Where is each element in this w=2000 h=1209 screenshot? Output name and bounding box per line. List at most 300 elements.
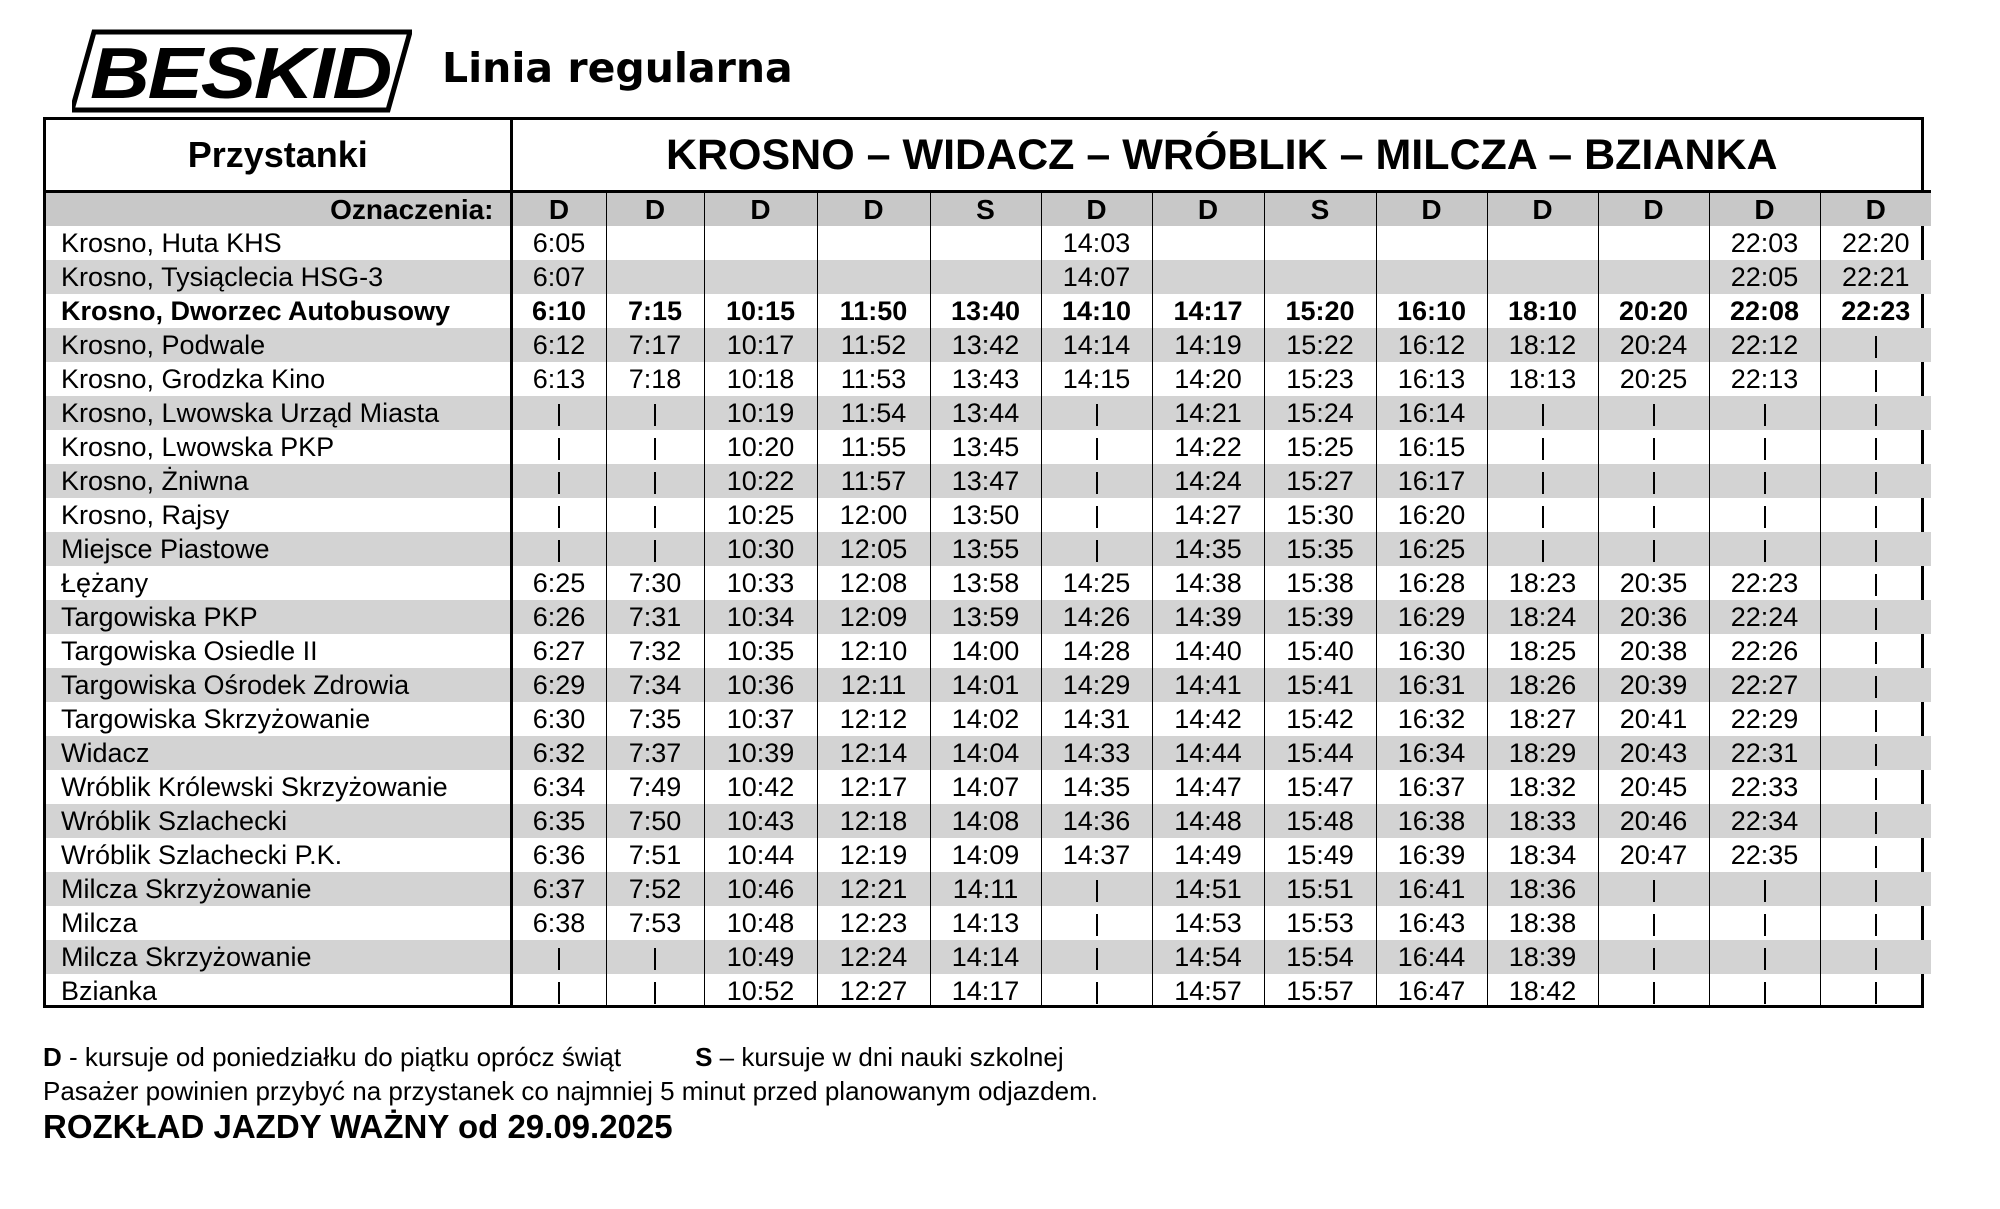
time-cell: 20:25: [1598, 362, 1709, 396]
time-cell: 6:27: [511, 634, 606, 668]
time-cell: 11:50: [817, 294, 930, 328]
stop-name: Łężany: [46, 566, 511, 600]
code-cell: D: [1041, 192, 1152, 227]
time-cell: 16:47: [1376, 974, 1487, 1008]
table-row: [46, 736, 1931, 770]
pass-through-line: [1653, 404, 1655, 426]
pass-through-marker: [606, 940, 704, 974]
time-cell: 6:38: [511, 906, 606, 940]
time-cell: 22:35: [1709, 838, 1820, 872]
time-cell: 18:13: [1487, 362, 1598, 396]
time-cell: 10:44: [704, 838, 817, 872]
time-cell: 16:17: [1376, 464, 1487, 498]
time-cell: 15:49: [1264, 838, 1376, 872]
table-row: [46, 668, 1931, 702]
time-cell: 12:09: [817, 600, 930, 634]
pass-through-line: [1764, 540, 1766, 562]
time-cell: 15:25: [1264, 430, 1376, 464]
pass-through-marker: [1598, 430, 1709, 464]
time-cell: 15:38: [1264, 566, 1376, 600]
pass-through-marker: [1709, 464, 1820, 498]
time-cell: 14:01: [930, 668, 1041, 702]
time-cell: 14:15: [1041, 362, 1152, 396]
pass-through-marker: [511, 396, 606, 430]
legend-d-code: D: [43, 1042, 62, 1072]
table-row: [46, 974, 1931, 1008]
time-cell: 10:30: [704, 532, 817, 566]
time-cell: [606, 226, 704, 260]
pass-through-marker: [606, 498, 704, 532]
pass-through-line: [1096, 404, 1098, 426]
time-cell: [606, 260, 704, 294]
time-cell: [817, 260, 930, 294]
pass-through-line: [1096, 948, 1098, 970]
time-cell: 6:29: [511, 668, 606, 702]
time-cell: 13:42: [930, 328, 1041, 362]
pass-through-marker: [606, 430, 704, 464]
pass-through-marker: [1598, 498, 1709, 532]
time-cell: 6:07: [511, 260, 606, 294]
time-cell: 14:35: [1041, 770, 1152, 804]
pass-through-marker: [1820, 940, 1931, 974]
time-cell: 15:47: [1264, 770, 1376, 804]
time-cell: [1152, 226, 1264, 260]
time-cell: [1264, 226, 1376, 260]
time-cell: [704, 260, 817, 294]
pass-through-line: [1875, 982, 1877, 1004]
time-cell: 20:41: [1598, 702, 1709, 736]
time-cell: 14:24: [1152, 464, 1264, 498]
time-cell: 7:49: [606, 770, 704, 804]
time-cell: 6:10: [511, 294, 606, 328]
pass-through-line: [1653, 914, 1655, 936]
time-cell: 22:12: [1709, 328, 1820, 362]
time-cell: 18:42: [1487, 974, 1598, 1008]
time-cell: 14:42: [1152, 702, 1264, 736]
table-row: [46, 702, 1931, 736]
time-cell: 6:26: [511, 600, 606, 634]
time-cell: 13:40: [930, 294, 1041, 328]
time-cell: 15:20: [1264, 294, 1376, 328]
time-cell: 15:40: [1264, 634, 1376, 668]
time-cell: 14:17: [930, 974, 1041, 1008]
table-row: [46, 770, 1931, 804]
pass-through-line: [558, 404, 560, 426]
time-cell: 7:32: [606, 634, 704, 668]
time-cell: 13:59: [930, 600, 1041, 634]
time-cell: 18:10: [1487, 294, 1598, 328]
time-cell: 14:39: [1152, 600, 1264, 634]
time-cell: 14:47: [1152, 770, 1264, 804]
timetable: [43, 117, 1924, 1008]
pass-through-marker: [1709, 498, 1820, 532]
pass-through-marker: [1598, 464, 1709, 498]
time-cell: 14:54: [1152, 940, 1264, 974]
legend-s-code: S: [695, 1042, 713, 1072]
time-cell: 6:12: [511, 328, 606, 362]
pass-through-line: [1653, 540, 1655, 562]
time-cell: 14:07: [1041, 260, 1152, 294]
time-cell: 14:57: [1152, 974, 1264, 1008]
pass-through-line: [558, 438, 560, 460]
pass-through-line: [1875, 506, 1877, 528]
pass-through-marker: [1041, 498, 1152, 532]
time-cell: 22:34: [1709, 804, 1820, 838]
code-cell: D: [606, 192, 704, 227]
time-cell: 13:50: [930, 498, 1041, 532]
time-cell: 10:43: [704, 804, 817, 838]
pass-through-marker: [511, 974, 606, 1008]
time-cell: 14:20: [1152, 362, 1264, 396]
pass-through-line: [558, 948, 560, 970]
pass-through-marker: [1820, 464, 1931, 498]
pass-through-marker: [1820, 600, 1931, 634]
pass-through-line: [1653, 506, 1655, 528]
time-cell: 15:35: [1264, 532, 1376, 566]
pass-through-line: [1096, 540, 1098, 562]
pass-through-line: [1542, 506, 1544, 528]
time-cell: 10:39: [704, 736, 817, 770]
pass-through-marker: [1820, 430, 1931, 464]
table-row: [46, 838, 1931, 872]
table-row: [46, 498, 1931, 532]
time-cell: 18:34: [1487, 838, 1598, 872]
pass-through-line: [1875, 948, 1877, 970]
time-cell: [1487, 226, 1598, 260]
pass-through-marker: [606, 464, 704, 498]
code-cell: D: [1598, 192, 1709, 227]
time-cell: 15:42: [1264, 702, 1376, 736]
pass-through-line: [1653, 982, 1655, 1004]
time-cell: 12:19: [817, 838, 930, 872]
pass-through-marker: [1709, 430, 1820, 464]
pass-through-line: [1875, 540, 1877, 562]
table-row: [46, 600, 1931, 634]
time-cell: 22:26: [1709, 634, 1820, 668]
time-cell: 16:25: [1376, 532, 1487, 566]
stop-name: Wróblik Szlachecki P.K.: [46, 838, 511, 872]
time-cell: 15:30: [1264, 498, 1376, 532]
table-row: [46, 362, 1931, 396]
time-cell: [930, 260, 1041, 294]
pass-through-marker: [1820, 906, 1931, 940]
codes-row: [46, 192, 1931, 227]
stop-name: Krosno, Lwowska PKP: [46, 430, 511, 464]
time-cell: 12:24: [817, 940, 930, 974]
time-cell: 22:29: [1709, 702, 1820, 736]
time-cell: 7:31: [606, 600, 704, 634]
time-cell: 16:43: [1376, 906, 1487, 940]
pass-through-marker: [1820, 804, 1931, 838]
time-cell: 14:44: [1152, 736, 1264, 770]
time-cell: 13:43: [930, 362, 1041, 396]
time-cell: 13:55: [930, 532, 1041, 566]
pass-through-marker: [511, 532, 606, 566]
stop-name: Krosno, Żniwna: [46, 464, 511, 498]
pass-through-line: [558, 506, 560, 528]
pass-through-line: [1875, 846, 1877, 868]
pass-through-line: [1875, 404, 1877, 426]
pass-through-line: [1764, 472, 1766, 494]
time-cell: [1487, 260, 1598, 294]
pass-through-marker: [1487, 396, 1598, 430]
table-row: [46, 940, 1931, 974]
time-cell: 16:38: [1376, 804, 1487, 838]
time-cell: 7:53: [606, 906, 704, 940]
pass-through-line: [654, 506, 656, 528]
time-cell: 10:36: [704, 668, 817, 702]
pass-through-line: [1542, 438, 1544, 460]
stop-name: Wróblik Szlachecki: [46, 804, 511, 838]
pass-through-marker: [1041, 396, 1152, 430]
pass-through-line: [1653, 472, 1655, 494]
pass-through-marker: [1820, 838, 1931, 872]
table-row: [46, 226, 1931, 260]
code-cell: D: [1820, 192, 1931, 227]
pass-through-marker: [1709, 532, 1820, 566]
table-row: [46, 328, 1931, 362]
pass-through-line: [1653, 438, 1655, 460]
pass-through-marker: [1709, 940, 1820, 974]
pass-through-marker: [1820, 702, 1931, 736]
code-cell: D: [1487, 192, 1598, 227]
table-row: [46, 532, 1931, 566]
time-cell: 10:25: [704, 498, 817, 532]
pass-through-line: [1875, 642, 1877, 664]
time-cell: 14:35: [1152, 532, 1264, 566]
table-row: [46, 566, 1931, 600]
time-cell: 14:09: [930, 838, 1041, 872]
pass-through-marker: [606, 396, 704, 430]
table-row: [46, 294, 1931, 328]
code-cell: D: [817, 192, 930, 227]
time-cell: 10:46: [704, 872, 817, 906]
time-cell: 6:36: [511, 838, 606, 872]
time-cell: 7:17: [606, 328, 704, 362]
pass-through-line: [1875, 676, 1877, 698]
pass-through-marker: [1820, 532, 1931, 566]
logo-text: BESKID: [90, 34, 390, 114]
legend-note: Pasażer powinien przybyć na przystanek co najmniej 5 minut przed planowanym odjazdem.: [43, 1076, 1098, 1106]
time-cell: 20:20: [1598, 294, 1709, 328]
time-cell: 10:37: [704, 702, 817, 736]
stop-name: Krosno, Lwowska Urząd Miasta: [46, 396, 511, 430]
table-row: [46, 872, 1931, 906]
time-cell: 16:34: [1376, 736, 1487, 770]
code-cell: D: [1376, 192, 1487, 227]
time-cell: 22:20: [1841, 228, 1910, 258]
time-cell: 12:21: [817, 872, 930, 906]
time-cell: 14:48: [1152, 804, 1264, 838]
pass-through-line: [1653, 948, 1655, 970]
timetable-header: [46, 120, 1931, 192]
stop-name: Targowiska Ośrodek Zdrowia: [46, 668, 511, 702]
pass-through-marker: [1041, 906, 1152, 940]
pass-through-line: [1542, 404, 1544, 426]
time-cell: 18:26: [1487, 668, 1598, 702]
time-cell: 15:41: [1264, 668, 1376, 702]
time-cell: 16:29: [1376, 600, 1487, 634]
time-cell: 20:43: [1598, 736, 1709, 770]
time-cell: 22:21: [1820, 260, 1931, 294]
time-cell: 18:27: [1487, 702, 1598, 736]
stop-name: Milcza: [46, 906, 511, 940]
time-cell: 6:34: [511, 770, 606, 804]
stop-name: Milcza Skrzyżowanie: [46, 872, 511, 906]
legend-d-text: - kursuje od poniedziałku do piątku oprócz świąt: [61, 1042, 622, 1072]
time-cell: 14:08: [930, 804, 1041, 838]
time-cell: 16:30: [1376, 634, 1487, 668]
time-cell: 7:37: [606, 736, 704, 770]
time-cell: [930, 226, 1041, 260]
time-cell: 11:55: [817, 430, 930, 464]
pass-through-marker: [1598, 532, 1709, 566]
table-row: [46, 430, 1931, 464]
time-cell: 20:38: [1598, 634, 1709, 668]
time-cell: 14:28: [1041, 634, 1152, 668]
time-cell: 14:03: [1041, 226, 1152, 260]
time-cell: 14:53: [1152, 906, 1264, 940]
time-cell: 18:24: [1487, 600, 1598, 634]
legend-codes: [43, 1040, 1098, 1074]
time-cell: 16:39: [1376, 838, 1487, 872]
pass-through-marker: [1709, 974, 1820, 1008]
time-cell: 14:19: [1152, 328, 1264, 362]
table-row: [46, 396, 1931, 430]
stops-header: Przystanki: [46, 120, 511, 192]
time-cell: 22:27: [1709, 668, 1820, 702]
time-cell: 18:23: [1487, 566, 1598, 600]
code-cell: D: [704, 192, 817, 227]
time-cell: [1264, 260, 1376, 294]
time-cell: 12:12: [817, 702, 930, 736]
time-cell: 12:00: [817, 498, 930, 532]
time-cell: 22:23: [1709, 566, 1820, 600]
stop-name: Krosno, Huta KHS: [46, 226, 511, 260]
pass-through-marker: [1487, 464, 1598, 498]
stop-name: Wróblik Królewski Skrzyżowanie: [46, 770, 511, 804]
time-cell: 20:36: [1598, 600, 1709, 634]
pass-through-marker: [1820, 770, 1931, 804]
stop-name: Miejsce Piastowe: [46, 532, 511, 566]
time-cell: 14:41: [1152, 668, 1264, 702]
time-cell: 11:57: [817, 464, 930, 498]
table-row: [46, 804, 1931, 838]
table-row: [46, 464, 1931, 498]
time-cell: 18:12: [1487, 328, 1598, 362]
stop-name: Widacz: [46, 736, 511, 770]
pass-through-marker: [1820, 498, 1931, 532]
time-cell: 10:17: [704, 328, 817, 362]
pass-through-line: [1875, 812, 1877, 834]
time-cell: 7:51: [606, 838, 704, 872]
time-cell: 7:50: [606, 804, 704, 838]
time-cell: 14:29: [1041, 668, 1152, 702]
time-cell: 16:32: [1376, 702, 1487, 736]
pass-through-marker: [1820, 634, 1931, 668]
stop-name: Krosno, Tysiąclecia HSG-3: [46, 260, 511, 294]
stop-name: Milcza Skrzyżowanie: [46, 940, 511, 974]
pass-through-line: [1096, 880, 1098, 902]
pass-through-marker: [511, 430, 606, 464]
pass-through-line: [1764, 506, 1766, 528]
pass-through-marker: [606, 974, 704, 1008]
pass-through-line: [654, 472, 656, 494]
pass-through-line: [1875, 914, 1877, 936]
pass-through-marker: [606, 532, 704, 566]
time-cell: 13:44: [930, 396, 1041, 430]
time-cell: [1376, 226, 1487, 260]
time-cell: 14:36: [1041, 804, 1152, 838]
time-cell: 7:52: [606, 872, 704, 906]
time-cell: 13:47: [930, 464, 1041, 498]
time-cell: 14:17: [1152, 294, 1264, 328]
line-type: Linia regularna: [442, 44, 793, 92]
code-cell: D: [511, 192, 606, 227]
time-cell: 10:35: [704, 634, 817, 668]
pass-through-line: [558, 472, 560, 494]
time-cell: 20:35: [1598, 566, 1709, 600]
time-cell: 16:28: [1376, 566, 1487, 600]
time-cell: 15:53: [1264, 906, 1376, 940]
pass-through-marker: [1598, 396, 1709, 430]
pass-through-line: [1542, 540, 1544, 562]
time-cell: 10:52: [704, 974, 817, 1008]
time-cell: 10:19: [704, 396, 817, 430]
time-cell: 12:08: [817, 566, 930, 600]
pass-through-line: [1875, 880, 1877, 902]
time-cell: 6:32: [511, 736, 606, 770]
time-cell: 14:14: [1041, 328, 1152, 362]
time-cell: 15:27: [1264, 464, 1376, 498]
time-cell: 15:48: [1264, 804, 1376, 838]
pass-through-marker: [1041, 430, 1152, 464]
time-cell: 6:05: [511, 226, 606, 260]
pass-through-marker: [1487, 498, 1598, 532]
pass-through-marker: [1487, 532, 1598, 566]
pass-through-line: [1875, 370, 1877, 392]
pass-through-line: [558, 982, 560, 1004]
validity-note: ROZKŁAD JAZDY WAŻNY od 29.09.2025: [43, 1108, 673, 1145]
time-cell: 14:25: [1041, 566, 1152, 600]
time-cell: 12:14: [817, 736, 930, 770]
pass-through-marker: [1598, 906, 1709, 940]
time-cell: 16:10: [1376, 294, 1487, 328]
time-cell: 16:12: [1376, 328, 1487, 362]
pass-through-line: [1875, 608, 1877, 630]
time-cell: 14:21: [1152, 396, 1264, 430]
pass-through-line: [1542, 472, 1544, 494]
time-cell: 7:34: [606, 668, 704, 702]
time-cell: 10:18: [704, 362, 817, 396]
time-cell: 12:18: [817, 804, 930, 838]
time-cell: 14:04: [930, 736, 1041, 770]
stop-name: Targowiska PKP: [46, 600, 511, 634]
time-cell: 20:24: [1598, 328, 1709, 362]
time-cell: 14:27: [1152, 498, 1264, 532]
time-cell: 10:48: [704, 906, 817, 940]
time-cell: 18:29: [1487, 736, 1598, 770]
time-cell: 14:07: [930, 770, 1041, 804]
time-cell: 10:33: [704, 566, 817, 600]
time-cell: 16:44: [1376, 940, 1487, 974]
time-cell: 18:25: [1487, 634, 1598, 668]
pass-through-line: [558, 540, 560, 562]
time-cell: 18:33: [1487, 804, 1598, 838]
pass-through-line: [1096, 914, 1098, 936]
time-cell: 16:31: [1376, 668, 1487, 702]
time-cell: 22:24: [1709, 600, 1820, 634]
